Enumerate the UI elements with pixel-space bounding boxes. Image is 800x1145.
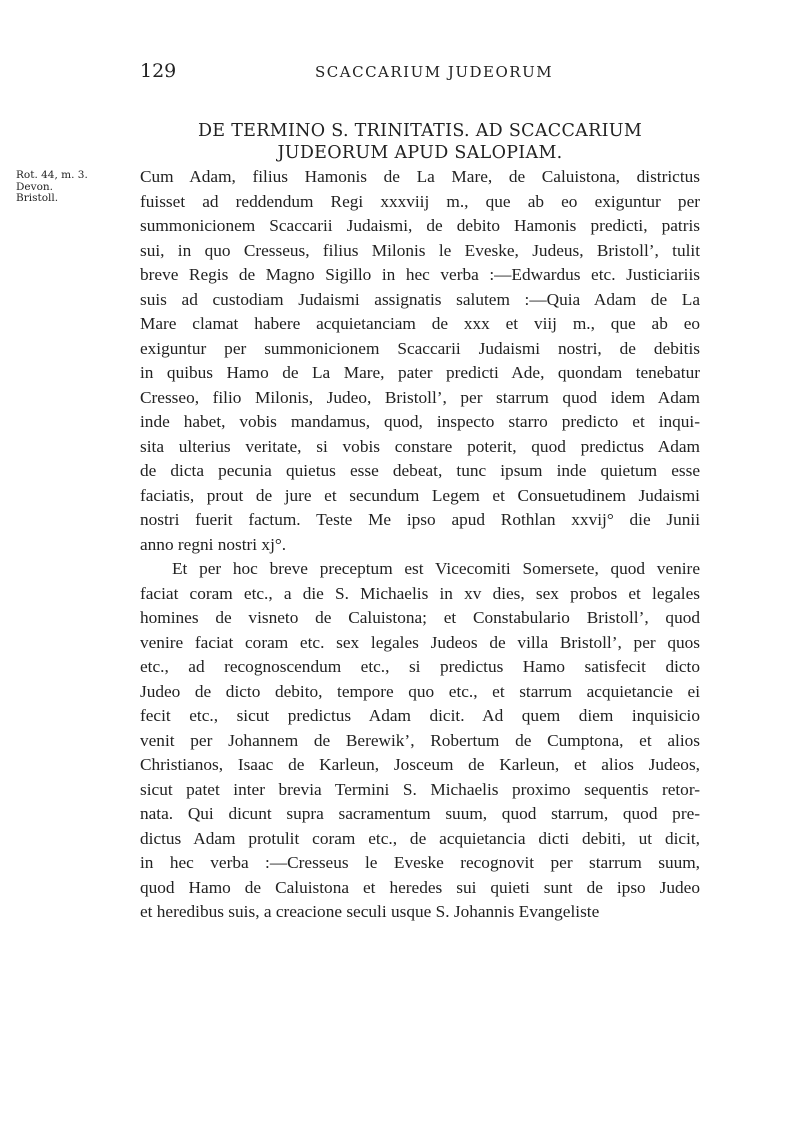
section-heading-line: JUDEORUM APUD SALOPIAM.	[277, 143, 563, 163]
text-line: venire faciat coram etc. sex legales Judeos de villa Bristoll’, per quos	[140, 632, 700, 652]
text-line: dictus Adam protulit coram etc., de acquietancia dicti debiti, ut dicit,	[140, 828, 700, 848]
margin-note-roll: Rot. 44, m. 3.	[16, 169, 88, 181]
text-line: Cresseo, filio Milonis, Judeo, Bristoll’, per starrum quod idem Adam	[140, 387, 700, 407]
text-line: nostri fuerit factum. Teste Me ipso apud Rothlan xxvij° die Junii	[140, 510, 700, 529]
text-line: etc., ad recognoscendum etc., si predictus Hamo satisfecit dicto	[140, 657, 700, 676]
text-line: in quibus Hamo de La Mare, pater predicti Ade, quondam tenebatur	[140, 363, 700, 382]
text-line: sicut patet inter brevia Termini S. Michaelis proximo sequentis retor-	[140, 779, 700, 799]
text-line: fuisset ad reddendum Regi xxxviij m., que ab eo exiguntur per	[140, 191, 700, 211]
text-line: Cum Adam, filius Hamonis de La Mare, de Caluistona, districtus	[140, 167, 700, 186]
page-number: 129	[140, 60, 177, 82]
text-line: et heredibus suis, a creacione seculi usque S. Johannis Evangeliste	[140, 902, 600, 921]
text-line: sita ulterius veritate, si vobis constare poterit, quod predictus Adam	[140, 436, 700, 456]
text-line: homines de visneto de Caluistona; et Constabulario Bristoll’, quod	[140, 608, 700, 627]
text-line: summonicionem Scaccarii Judaismi, de debito Hamonis predicti, patris	[140, 216, 700, 235]
margin-note-county: Devon.	[16, 180, 53, 193]
text-line: exiguntur per summonicionem Scaccarii Judaismi nostri, de debitis	[140, 338, 700, 358]
text-line: Christianos, Isaac de Karleun, Josceum de Karleun, et alios Judeos,	[140, 755, 700, 774]
text-line: Judeo de dicto debito, tempore quo etc., et starrum acquietancie ei	[140, 681, 700, 701]
section-heading-line: DE TERMINO S. TRINITATIS. AD SCACCARIUM	[197, 121, 643, 141]
running-title: SCACCARIUM JUDEORUM	[315, 63, 554, 81]
running-head	[140, 60, 700, 84]
paragraph	[140, 557, 700, 925]
text-line: quod Hamo de Caluistona et heredes sui quieti sunt de ipso Judeo	[140, 877, 700, 897]
text-line: faciatis, prout de jure et secundum Legem et Consuetudinem Judaismi	[140, 485, 700, 505]
text-line: suis ad custodiam Judaismi assignatis salutem :—Quia Adam de La	[140, 289, 700, 309]
text-line: faciat coram etc., a die S. Michaelis in xv dies, sex probos et legales	[140, 583, 700, 603]
body-text	[140, 165, 700, 925]
text-line: nata. Qui dicunt supra sacramentum suum, quod starrum, quod pre-	[140, 804, 700, 823]
text-line: inde habet, vobis mandamus, quod, inspecto starro predicto et inqui-	[140, 412, 700, 431]
text-line: de dicta pecunia quietus esse debeat, tunc ipsum inde quietum esse	[140, 461, 700, 480]
text-line: venit per Johannem de Berewik’, Robertum de Cumptona, et alios	[140, 730, 700, 750]
text-line: anno regni nostri xj°.	[140, 534, 287, 554]
margin-note-town: Bristoll.	[16, 192, 59, 204]
text-line: Mare clamat habere acquietanciam de xxx et viij m., que ab eo	[140, 314, 700, 333]
paragraph	[140, 165, 700, 557]
text-line: fecit etc., sicut predictus Adam dicit. Ad quem diem inquisicio	[140, 706, 700, 725]
text-line: breve Regis de Magno Sigillo in hec verba :—Edwardus etc. Justiciariis	[140, 265, 700, 284]
text-line: Et per hoc breve preceptum est Vicecomiti Somersete, quod venire	[172, 559, 700, 578]
margin-note	[16, 170, 126, 205]
section-heading	[140, 120, 700, 164]
text-line: in hec verba :—Cresseus le Eveske recognovit per starrum suum,	[140, 853, 700, 872]
text-line: sui, in quo Cresseus, filius Milonis le Eveske, Judeus, Bristoll’, tulit	[140, 240, 700, 260]
